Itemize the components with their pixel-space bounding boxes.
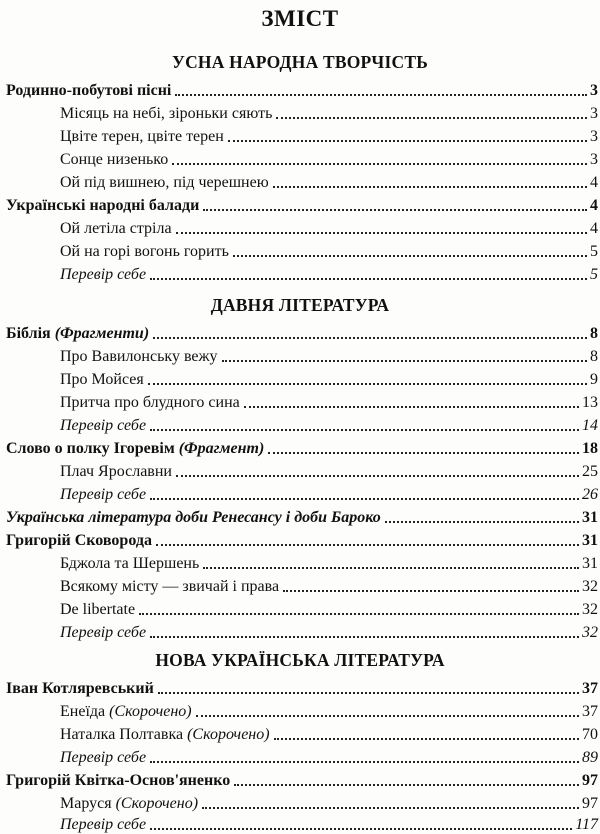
page-number: 8 [590, 325, 598, 342]
page-number: 97 [582, 772, 598, 789]
page-number: 31 [582, 509, 598, 526]
page-number: 37 [582, 703, 598, 720]
page-number: 31 [582, 555, 598, 572]
toc-entry[interactable]: Енеїда (Скорочено) 37 [60, 703, 598, 720]
page-title: ЗМІСТ [261, 6, 339, 31]
toc-entry[interactable]: Плач Ярославни 25 [60, 463, 598, 480]
toc-entry[interactable]: Маруся (Скорочено) 97 [60, 795, 598, 812]
toc-entry[interactable]: De libertate 32 [60, 601, 598, 618]
toc-entry[interactable]: Про Мойсея 9 [60, 371, 598, 388]
toc-entry[interactable]: Біблія (Фрагменти) 8 [6, 325, 598, 342]
toc-entry[interactable]: Сонце низенько 3 [60, 151, 598, 168]
page-number: 26 [582, 486, 598, 503]
toc-entry[interactable]: Григорій Квітка-Основ'яненко 97 [6, 772, 598, 789]
page-number: 37 [582, 680, 598, 697]
toc-entry[interactable]: Ой під вишнею, під черешнею 4 [60, 174, 598, 191]
section-heading: УСНА НАРОДНА ТВОРЧІСТЬ [172, 52, 428, 72]
page-number: 3 [590, 151, 598, 168]
page-number: 31 [582, 532, 598, 549]
toc-entry[interactable]: Родинно-побутові пісні 3 [6, 82, 598, 99]
page-number: 4 [590, 174, 598, 191]
page-number: 13 [582, 394, 598, 411]
page-number: 32 [582, 601, 598, 618]
toc-entry[interactable]: Ой на горі вогонь горить 5 [60, 243, 598, 260]
toc-entry-review[interactable]: Перевір себе 5 [60, 266, 598, 283]
toc-entry-review[interactable]: Перевір себе 117 [60, 816, 598, 833]
page-number: 5 [590, 266, 598, 283]
toc-entry[interactable]: Всякому місту — звичай і права 32 [60, 578, 598, 595]
page-number: 8 [590, 348, 598, 365]
page-number: 32 [582, 624, 598, 641]
toc-entry[interactable]: Цвіте терен, цвіте терен 3 [60, 128, 598, 145]
page-number: 25 [582, 463, 598, 480]
toc-entry[interactable]: Іван Котляревський 37 [6, 680, 598, 697]
page-number: 3 [590, 128, 598, 145]
toc-entry-review[interactable]: Перевір себе 89 [60, 749, 598, 766]
toc-entry[interactable]: Григорій Сковорода 31 [6, 532, 598, 549]
page-number: 89 [582, 749, 598, 766]
page-number: 9 [590, 371, 598, 388]
toc-entry[interactable]: Ой летіла стріла 4 [60, 220, 598, 237]
page-number: 18 [582, 440, 598, 457]
page-number: 14 [582, 417, 598, 434]
page-number: 117 [575, 816, 598, 833]
page-number: 5 [590, 243, 598, 260]
toc-entry[interactable]: Українська література доби Ренесансу і доби Бароко 31 [6, 509, 598, 526]
toc-entry[interactable]: Про Вавилонську вежу 8 [60, 348, 598, 365]
page-number: 4 [590, 197, 598, 214]
page-number: 3 [590, 105, 598, 122]
page-number: 3 [590, 82, 598, 99]
toc-entry-review[interactable]: Перевір себе 32 [60, 624, 598, 641]
page-number: 70 [582, 726, 598, 743]
toc-entry[interactable]: Наталка Полтавка (Скорочено) 70 [60, 726, 598, 743]
toc-entry[interactable]: Українські народні балади 4 [6, 197, 598, 214]
toc-entry-review[interactable]: Перевір себе 14 [60, 417, 598, 434]
page-number: 32 [582, 578, 598, 595]
section-heading: ДАВНЯ ЛІТЕРАТУРА [210, 295, 390, 315]
page-number: 97 [582, 795, 598, 812]
toc-entry[interactable]: Притча про блудного сина 13 [60, 394, 598, 411]
section-heading: НОВА УКРАЇНСЬКА ЛІТЕРАТУРА [155, 650, 445, 670]
toc-entry-review[interactable]: Перевір себе 26 [60, 486, 598, 503]
toc-entry[interactable]: Слово о полку Ігоревім (Фрагмент) 18 [6, 440, 598, 457]
toc-entry[interactable]: Бджола та Шершень 31 [60, 555, 598, 572]
toc-entry[interactable]: Місяць на небі, зіроньки сяють 3 [60, 105, 598, 122]
page-number: 4 [590, 220, 598, 237]
